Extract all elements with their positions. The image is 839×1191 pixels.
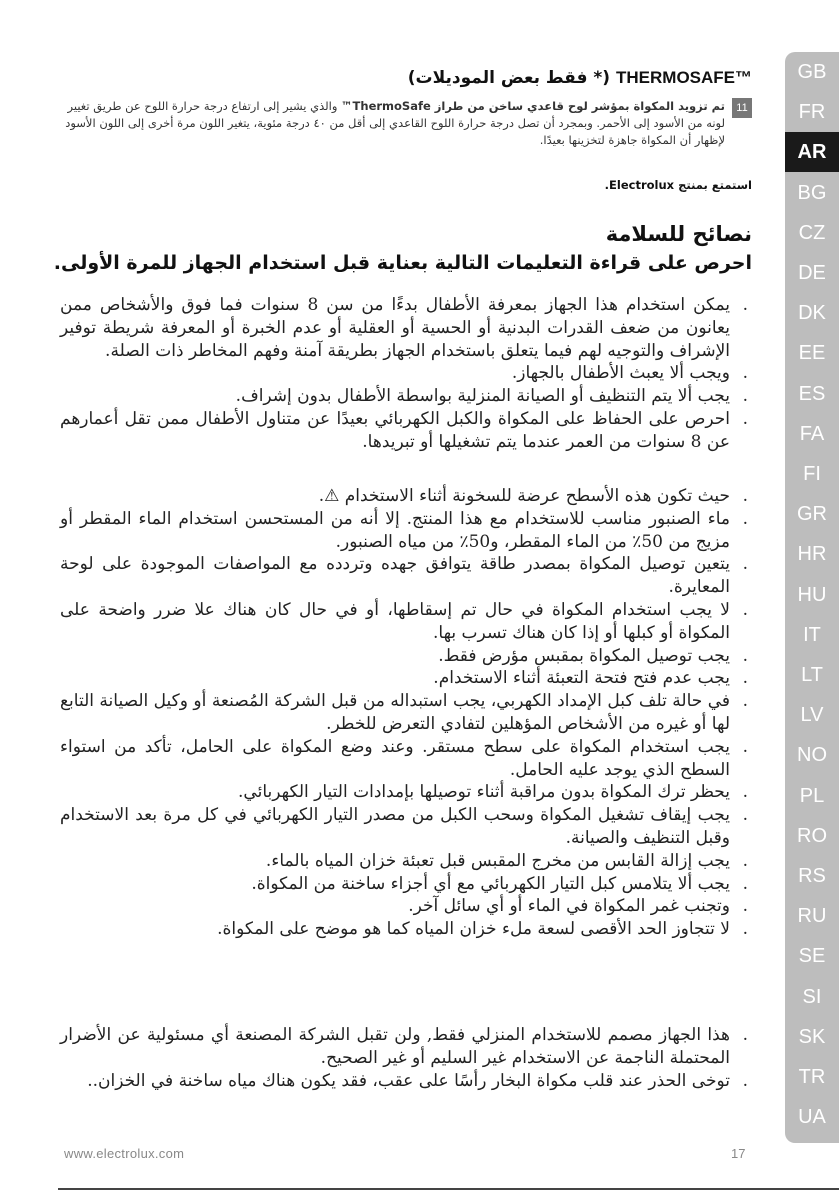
- safety-list-group-b: [60, 485, 752, 941]
- safety-item: . يجب توصيل المكواة بمقبس مؤرض فقط.: [60, 645, 752, 668]
- safety-item: . يحظر ترك المكواة بدون مراقبة أثناء توصيلها بإمدادات التيار الكهربائي.: [60, 781, 752, 804]
- language-tab-ro[interactable]: RO: [797, 824, 827, 847]
- language-tab-ru[interactable]: RU: [797, 905, 827, 928]
- language-tab-de[interactable]: DE: [798, 262, 826, 284]
- language-tab-lt[interactable]: LT: [801, 664, 823, 686]
- language-tab-si[interactable]: SI: [802, 985, 822, 1008]
- safety-item: . يمكن استخدام هذا الجهاز بمعرفة الأطفال بدءًا من سن 8 سنوات فما فوق والأشخاص ممن يعانون من ضعف القدرات البدنية أو الحسية أو العقلية أو عدم الخبرة أو المعرفة شريطة توفير الإشراف والتوجيه لهم فيما يتعلق باستخدام الجهاز بطريقة آمنة وفهم المخاطر ذات الصلة.: [60, 294, 752, 362]
- language-tab-bg[interactable]: BG: [797, 181, 827, 204]
- language-tab-tr[interactable]: TR: [798, 1066, 826, 1088]
- language-tab-ar[interactable]: AR: [785, 132, 839, 172]
- safety-item: . في حالة تلف كبل الإمداد الكهربي، يجب استبداله من قبل الشركة المُصنعة أو وكيل الصيانة التابع لها أو غيره من الأشخاص المؤهلين لتفادي التعرض للخطر.: [60, 690, 752, 736]
- safety-item: . وتجنب غمر المكواة في الماء أو أي سائل آخر.: [60, 895, 752, 918]
- safety-item: . هذا الجهاز مصمم للاستخدام المنزلي فقط, ولن تقبل الشركة المصنعة أي مسئولية عن الأضرار المحتملة الناجمة عن الاستخدام غير السليم أو غير الصحيح.: [60, 1024, 752, 1070]
- safety-item: . يجب استخدام المكواة على سطح مستقر. وعند وضع المكواة على الحامل، تأكد من استواء السطح الذي يوجد عليه الحامل.: [60, 736, 752, 782]
- bottom-rule: [58, 1188, 839, 1190]
- language-tab-dk[interactable]: DK: [798, 302, 826, 325]
- safety-item: . يتعين توصيل المكواة بمصدر طاقة يتوافق جهده وتردده مع المواصفات الموجودة على لوحة المعايرة.: [60, 553, 752, 599]
- safety-item: . ويجب ألا يعبث الأطفال بالجهاز.: [60, 362, 752, 385]
- safety-title: نصائح للسلامة: [605, 222, 752, 246]
- safety-item: . يجب إزالة القابس من مخرج المقبس قبل تعبئة خزان المياه بالماء.: [60, 850, 752, 873]
- enjoy-line: استمتع بمنتج Electrolux.: [604, 178, 752, 192]
- thermosafe-lead: تم تزويد المكواة بمؤشر لوح قاعدي ساخن من طراز ThermoSafe™: [341, 99, 725, 113]
- language-tab-sk[interactable]: SK: [798, 1025, 826, 1048]
- language-tab-gb[interactable]: GB: [797, 61, 827, 83]
- safety-list-group-a: [60, 294, 752, 454]
- language-tab-hu[interactable]: HU: [797, 583, 827, 606]
- safety-item: . احرص على الحفاظ على المكواة والكبل الكهربائي بعيدًا عن متناول الأطفال ممن تقل أعمارهم عن 8 سنوات من العمر عندما يتم تشغيلها أو تبريدها.: [60, 408, 752, 454]
- safety-item: . يجب عدم فتح فتحة التعبئة أثناء الاستخدام.: [60, 667, 752, 690]
- safety-item: . ماء الصنبور مناسب للاستخدام مع هذا المنتج. إلا أنه من المستحسن استخدام الماء المقطر أو مزيج من 50٪ من الماء المقطر، و50٪ من مياه الصنبور.: [60, 508, 752, 554]
- language-tab-es[interactable]: ES: [798, 382, 826, 405]
- safety-item: . يجب ألا يتلامس كبل التيار الكهربائي مع أي أجزاء ساخنة من المكواة.: [60, 873, 752, 896]
- language-tab-pl[interactable]: PL: [799, 784, 825, 807]
- safety-item: . لا تتجاوز الحد الأقصى لسعة ملء خزان المياه كما هو موضح على المكواة.: [60, 918, 752, 941]
- language-tab-gr[interactable]: GR: [797, 503, 827, 526]
- language-tab-se[interactable]: SE: [798, 945, 826, 968]
- language-tab-it[interactable]: IT: [803, 623, 821, 646]
- language-tab-lv[interactable]: LV: [800, 704, 824, 727]
- safety-item: . توخى الحذر عند قلب مكواة البخار رأسًا على عقب، فقد يكون هناك مياه ساخنة في الخزان..: [60, 1070, 752, 1093]
- safety-subtitle: احرص على قراءة التعليمات التالية بعناية قبل استخدام الجهاز للمرة الأولى.: [53, 252, 752, 274]
- safety-item: . حيث تكون هذه الأسطح عرضة للسخونة أثناء الاستخدام ⚠.: [60, 485, 752, 508]
- footer-url[interactable]: www.electrolux.com: [64, 1146, 185, 1161]
- language-tab-bar: [785, 52, 839, 1143]
- safety-item: . يجب إيقاف تشغيل المكواة وسحب الكبل من مصدر التيار الكهربائي في كل مرة بعد الاستخدام وقبل التنظيف والصيانة.: [60, 804, 752, 850]
- safety-item: . يجب ألا يتم التنظيف أو الصيانة المنزلية بواسطة الأطفال بدون إشراف.: [60, 385, 752, 408]
- thermosafe-note: (* فقط بعض الموديلات): [407, 68, 611, 88]
- language-tab-hr[interactable]: HR: [797, 543, 827, 566]
- thermosafe-description: [60, 98, 725, 149]
- safety-list-group-c: [60, 1024, 752, 1092]
- language-tab-no[interactable]: NO: [797, 744, 827, 767]
- safety-item: . لا يجب استخدام المكواة في حال تم إسقاطها، أو في حال كان هناك علا ضرر واضحة على المكواة أو كبلها أو إذا كان هناك تسرب بها.: [60, 599, 752, 645]
- thermosafe-brand: THERMOSAFE™: [616, 68, 752, 87]
- thermosafe-body: والذي يشير إلى ارتفاع درجة حرارة اللوح عن طريق تغيير لونه من الأسود إلى الأحمر. وبمجرد أن تصل درجة حرارة اللوح القاعدي إلى أقل من ٤٠ درجة مئوية، يتغير اللون مرة أخرى إلى اللون الأسود لإظهار أن المكواة جاهزة لتخزينها بعيدًا.: [65, 99, 725, 147]
- language-tab-cz[interactable]: CZ: [798, 221, 826, 244]
- figure-number-badge: 11: [732, 98, 752, 118]
- language-tab-ua[interactable]: UA: [798, 1106, 826, 1129]
- language-tab-fr[interactable]: FR: [798, 101, 826, 124]
- language-tab-fi[interactable]: FI: [803, 463, 821, 485]
- thermosafe-heading: [408, 68, 752, 88]
- language-tab-rs[interactable]: RS: [798, 865, 826, 887]
- page-number: 17: [731, 1146, 746, 1161]
- language-tab-fa[interactable]: FA: [799, 422, 825, 445]
- language-tab-ee[interactable]: EE: [798, 342, 826, 365]
